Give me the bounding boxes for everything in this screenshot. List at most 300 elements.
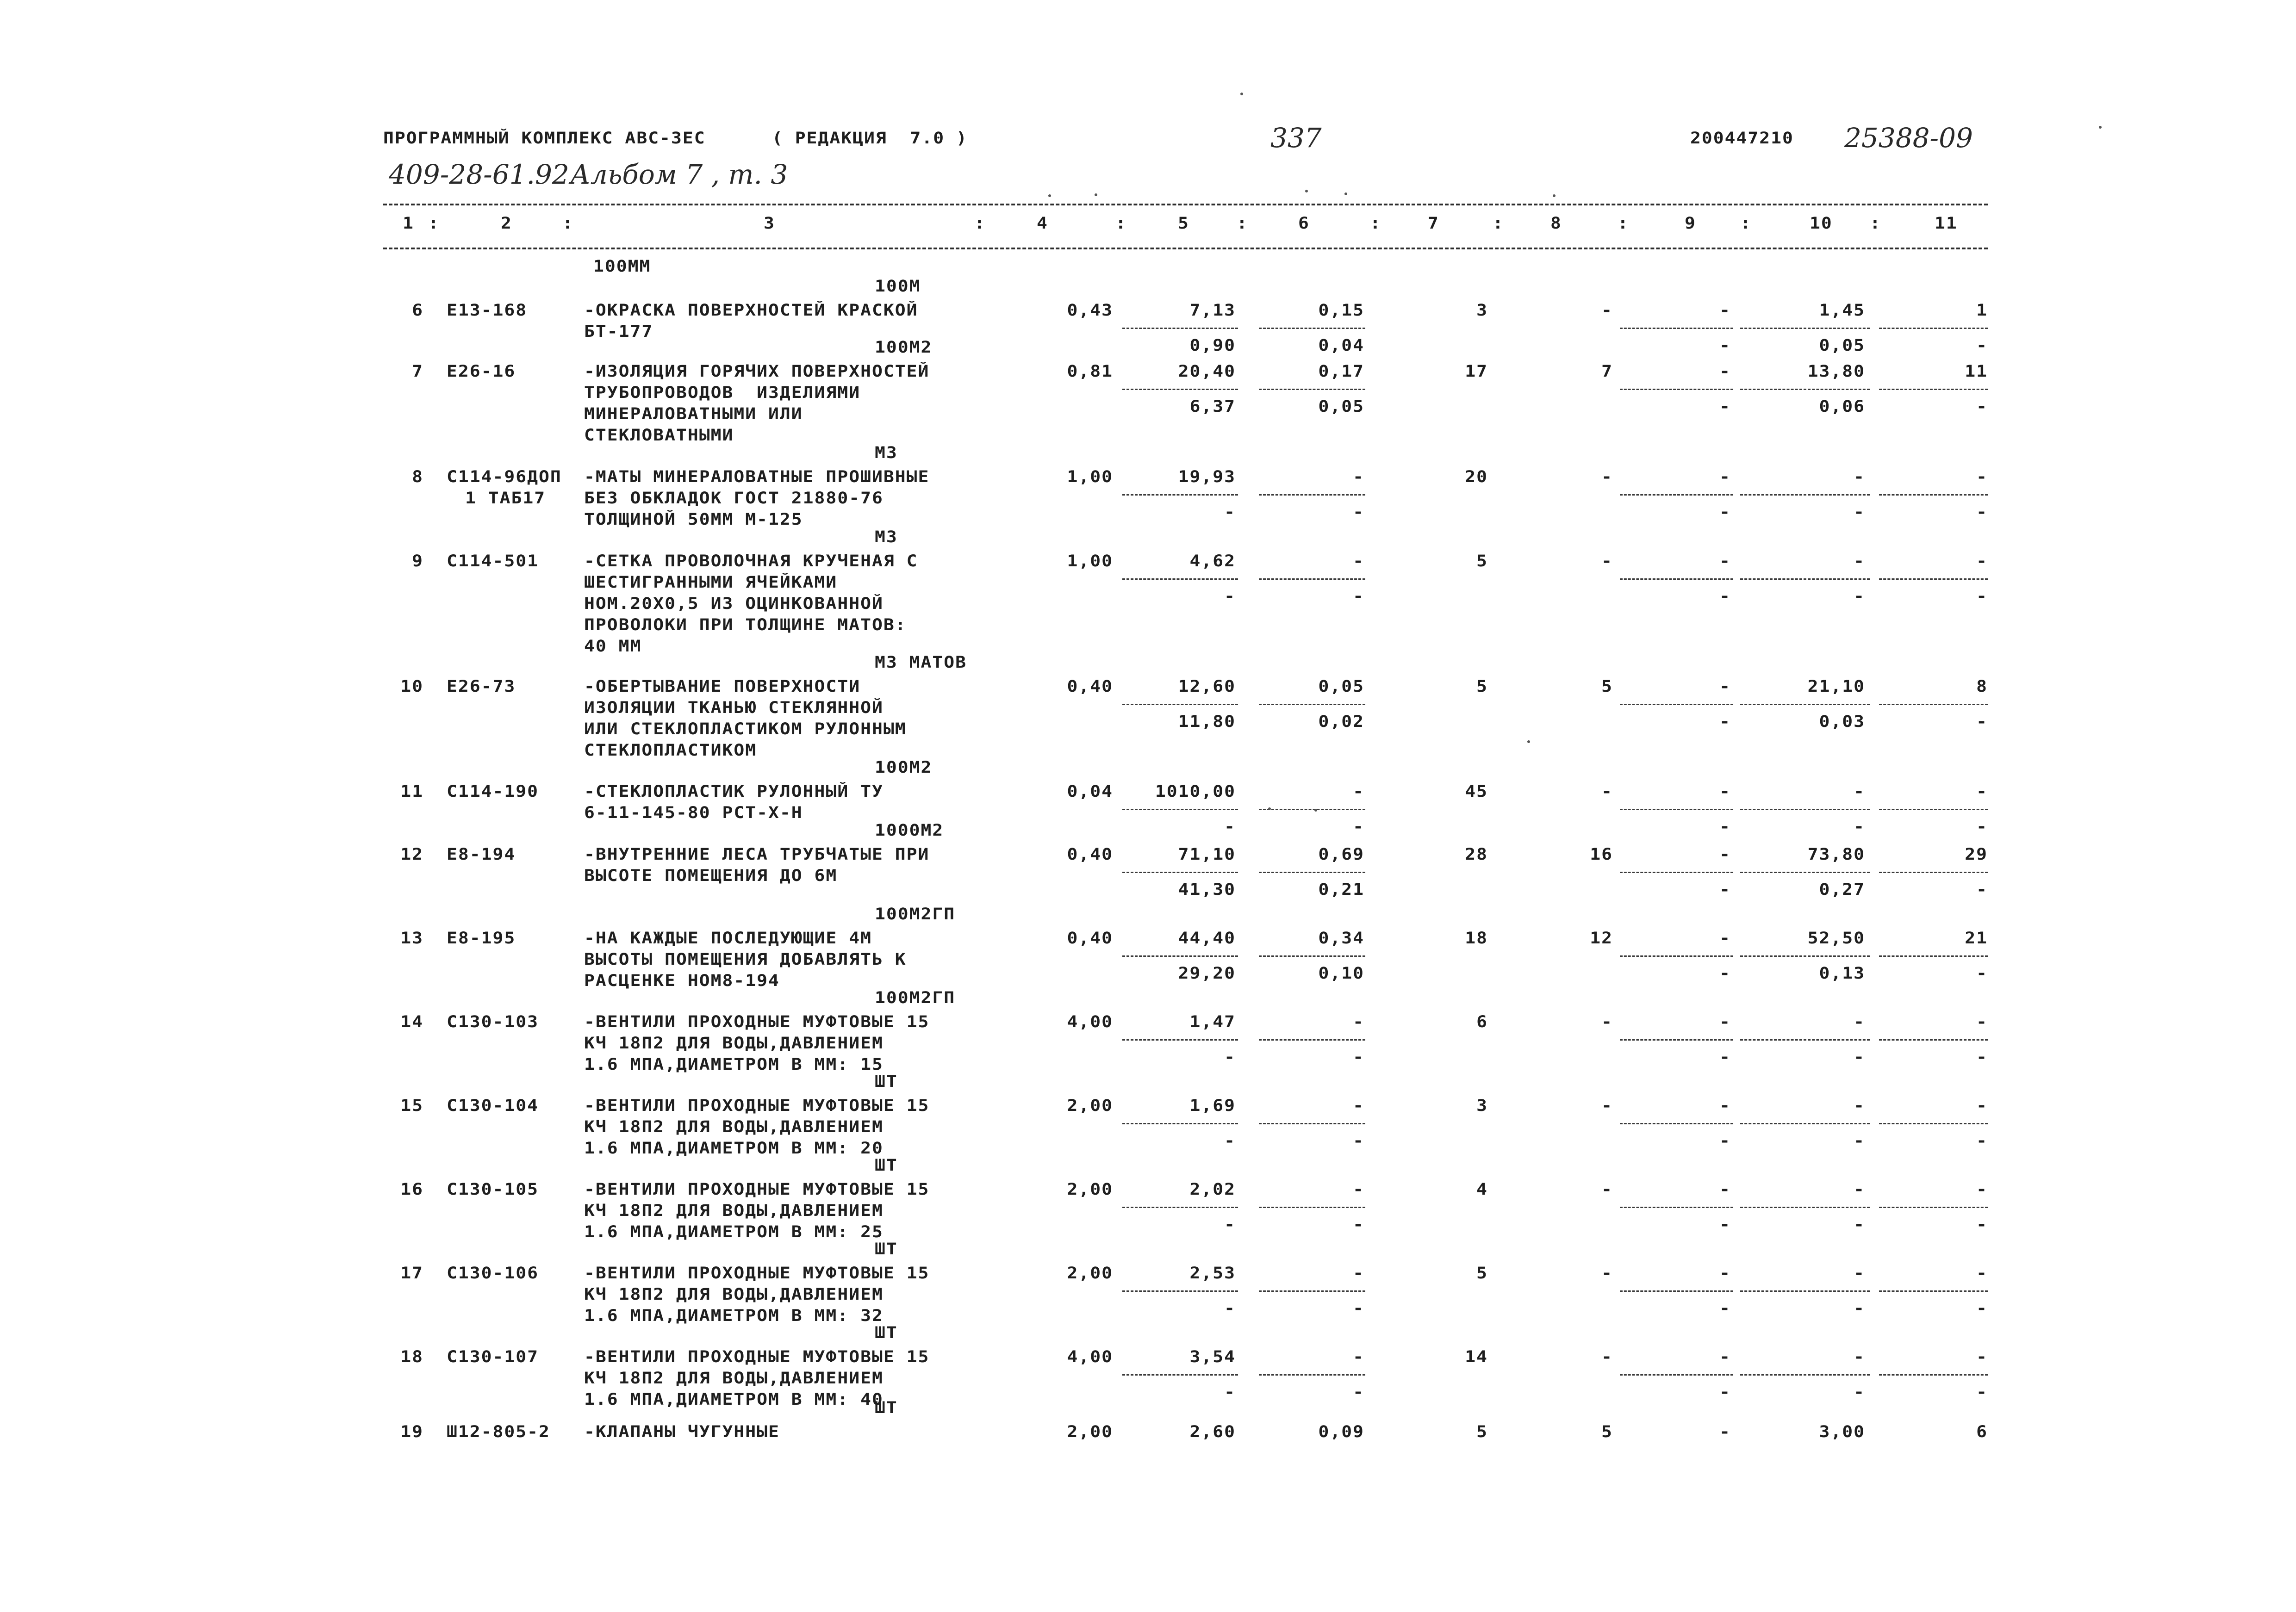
resource-code: С114-96ДОП xyxy=(447,467,562,486)
subtotal-rule xyxy=(1122,494,1238,496)
column-separator: : xyxy=(1870,214,1881,233)
description-line: -СТЕКЛОПЛАСТИК РУЛОННЫЙ ТУ xyxy=(584,782,884,801)
value-c9: - xyxy=(1719,1180,1731,1199)
subvalue-c10: - xyxy=(1854,502,1865,521)
value-c11: - xyxy=(1976,1180,1988,1199)
subtotal-rule xyxy=(1259,872,1365,873)
subtotal-rule xyxy=(1122,1290,1238,1292)
description-line: 1.6 МПА,ДИАМЕТРОМ В ММ: 25 xyxy=(584,1222,884,1241)
row-number: 10 xyxy=(400,677,423,696)
subvalue-c10: - xyxy=(1854,1383,1865,1401)
description-line: -ВЕНТИЛИ ПРОХОДНЫЕ МУФТОВЫЕ 15 xyxy=(584,1264,930,1283)
subvalue-c11: - xyxy=(1976,817,1988,836)
column-separator: : xyxy=(1493,214,1504,233)
unit-label: ШТ xyxy=(875,1072,898,1091)
subvalue-c11: - xyxy=(1976,1383,1988,1401)
subvalue-c11: - xyxy=(1976,1048,1988,1066)
subvalue-c6: - xyxy=(1353,1215,1364,1234)
value-c7: 45 xyxy=(1465,782,1488,801)
subtotal-rule xyxy=(1259,1039,1365,1041)
value-c10: - xyxy=(1854,1012,1865,1031)
subvalue-c9: - xyxy=(1719,1048,1731,1066)
subvalue-c10: - xyxy=(1854,1215,1865,1234)
value-c11: 6 xyxy=(1976,1422,1988,1441)
description-line: КЧ 18П2 ДЛЯ ВОДЫ,ДАВЛЕНИЕМ xyxy=(584,1034,884,1053)
value-c4: 0,40 xyxy=(1067,677,1113,696)
value-c4: 0,40 xyxy=(1067,845,1113,864)
row-number: 18 xyxy=(400,1347,423,1366)
row-number: 14 xyxy=(400,1012,423,1031)
description-line: ВЫСОТЫ ПОМЕЩЕНИЯ ДОБАВЛЯТЬ К xyxy=(584,950,907,969)
subtotal-rule xyxy=(1259,1207,1365,1208)
value-c4: 0,43 xyxy=(1067,301,1113,320)
subvalue-c10: - xyxy=(1854,1048,1865,1066)
value-c6: - xyxy=(1353,1096,1364,1115)
value-c10: - xyxy=(1854,782,1865,801)
subvalue-c11: - xyxy=(1976,1215,1988,1234)
resource-code: Е8-195 xyxy=(447,929,516,948)
description-line: 1.6 МПА,ДИАМЕТРОМ В ММ: 20 xyxy=(584,1139,884,1158)
value-c9: - xyxy=(1719,929,1731,948)
subtotal-rule xyxy=(1879,578,1988,580)
subtotal-rule xyxy=(1259,578,1365,580)
value-c10: - xyxy=(1854,552,1865,570)
subtotal-rule xyxy=(1259,389,1365,390)
description-line: ТРУБОПРОВОДОВ ИЗДЕЛИЯМИ xyxy=(584,383,861,402)
subvalue-c9: - xyxy=(1719,336,1731,355)
value-c5: 1,47 xyxy=(1189,1012,1236,1031)
subvalue-c6: 0,02 xyxy=(1318,712,1364,731)
description-line: -НА КАЖДЫЕ ПОСЛЕДУЮЩИЕ 4М xyxy=(584,929,872,948)
description-line: -МАТЫ МИНЕРАЛОВАТНЫЕ ПРОШИВНЫЕ xyxy=(584,467,930,486)
column-separator: : xyxy=(1370,214,1381,233)
column-header: 2 xyxy=(501,214,512,233)
subtotal-rule xyxy=(1122,1123,1238,1124)
description-line: -ВНУТРЕННИЕ ЛЕСА ТРУБЧАТЫЕ ПРИ xyxy=(584,845,930,864)
subvalue-c11: - xyxy=(1976,336,1988,355)
value-c10: 21,10 xyxy=(1807,677,1865,696)
value-c8: 7 xyxy=(1601,362,1613,381)
value-c4: 2,00 xyxy=(1067,1264,1113,1283)
column-header: 5 xyxy=(1178,214,1189,233)
subtotal-rule xyxy=(1259,955,1365,957)
value-c8: - xyxy=(1601,467,1613,486)
subtotal-rule xyxy=(1620,1207,1733,1208)
resource-code-extra: 1 ТАБ17 xyxy=(465,489,546,508)
column-separator: : xyxy=(974,214,986,233)
scan-speck xyxy=(1305,190,1308,192)
value-c11: - xyxy=(1976,1264,1988,1283)
handwritten-code: 25388-09 xyxy=(1844,122,1973,154)
value-c8: - xyxy=(1601,1347,1613,1366)
value-c11: - xyxy=(1976,467,1988,486)
subtotal-rule xyxy=(1259,1290,1365,1292)
subtotal-rule xyxy=(1740,704,1870,705)
value-c4: 2,00 xyxy=(1067,1096,1113,1115)
value-c5: 1,69 xyxy=(1189,1096,1236,1115)
value-c6: 0,15 xyxy=(1318,301,1364,320)
description-line: -ВЕНТИЛИ ПРОХОДНЫЕ МУФТОВЫЕ 15 xyxy=(584,1096,930,1115)
row-number: 8 xyxy=(412,467,423,486)
value-c4: 0,81 xyxy=(1067,362,1113,381)
value-c6: - xyxy=(1353,552,1364,570)
value-c11: 8 xyxy=(1976,677,1988,696)
subvalue-c11: - xyxy=(1976,1131,1988,1150)
value-c7: 4 xyxy=(1476,1180,1488,1199)
subtotal-rule xyxy=(1259,704,1365,705)
subtotal-rule xyxy=(1879,1039,1988,1041)
value-c11: - xyxy=(1976,1012,1988,1031)
value-c4: 0,40 xyxy=(1067,929,1113,948)
resource-code: Е26-73 xyxy=(447,677,516,696)
value-c5: 4,62 xyxy=(1189,552,1236,570)
value-c11: 21 xyxy=(1965,929,1988,948)
value-c11: 29 xyxy=(1965,845,1988,864)
resource-code: Е8-194 xyxy=(447,845,516,864)
subtotal-rule xyxy=(1620,704,1733,705)
value-c5: 1010,00 xyxy=(1155,782,1236,801)
description-line: 1.6 МПА,ДИАМЕТРОМ В ММ: 32 xyxy=(584,1306,884,1325)
subtotal-rule xyxy=(1122,1374,1238,1376)
description-line: 1.6 МПА,ДИАМЕТРОМ В ММ: 15 xyxy=(584,1055,884,1074)
column-header: 8 xyxy=(1550,214,1562,233)
unit-label: ШТ xyxy=(875,1323,898,1342)
subtotal-rule xyxy=(1122,389,1238,390)
value-c5: 3,54 xyxy=(1189,1347,1236,1366)
value-c4: 1,00 xyxy=(1067,467,1113,486)
value-c4: 0,04 xyxy=(1067,782,1113,801)
subvalue-c5: - xyxy=(1224,1299,1236,1318)
row-number: 12 xyxy=(400,845,423,864)
value-c8: - xyxy=(1601,552,1613,570)
scan-speck xyxy=(2099,126,2102,129)
scan-speck xyxy=(1553,194,1556,197)
scan-speck xyxy=(1240,93,1243,95)
subtotal-rule xyxy=(1740,1290,1870,1292)
value-c11: - xyxy=(1976,1347,1988,1366)
value-c6: - xyxy=(1353,1180,1364,1199)
column-separator: : xyxy=(1740,214,1752,233)
subvalue-c10: 0,03 xyxy=(1819,712,1865,731)
unit-label: 1000М2 xyxy=(875,821,944,840)
description-line: МИНЕРАЛОВАТНЫМИ ИЛИ xyxy=(584,404,803,423)
subvalue-c6: - xyxy=(1353,1383,1364,1401)
value-c10: 52,50 xyxy=(1807,929,1865,948)
scan-speck xyxy=(1344,192,1347,195)
document-code: 200447210 xyxy=(1690,129,1794,148)
scan-speck xyxy=(1268,807,1271,810)
subvalue-c5: 41,30 xyxy=(1178,880,1236,899)
value-c9: - xyxy=(1719,677,1731,696)
column-header: 3 xyxy=(764,214,775,233)
description-line: СТЕКЛОВАТНЫМИ xyxy=(584,426,734,445)
description-line: БЕЗ ОБКЛАДОК ГОСТ 21880-76 xyxy=(584,489,884,508)
value-c10: - xyxy=(1854,467,1865,486)
value-c5: 2,53 xyxy=(1189,1264,1236,1283)
value-c9: - xyxy=(1719,1347,1731,1366)
value-c5: 20,40 xyxy=(1178,362,1236,381)
row-number: 7 xyxy=(412,362,423,381)
value-c7: 5 xyxy=(1476,1422,1488,1441)
unit-label: 100М xyxy=(875,277,921,296)
subtotal-rule xyxy=(1879,389,1988,390)
subvalue-c9: - xyxy=(1719,1131,1731,1150)
value-c7: 18 xyxy=(1465,929,1488,948)
resource-code: С130-106 xyxy=(447,1264,539,1283)
subvalue-c11: - xyxy=(1976,712,1988,731)
subvalue-c9: - xyxy=(1719,712,1731,731)
value-c5: 2,02 xyxy=(1189,1180,1236,1199)
value-c4: 1,00 xyxy=(1067,552,1113,570)
subvalue-c11: - xyxy=(1976,964,1988,983)
value-c6: 0,05 xyxy=(1318,677,1364,696)
value-c6: - xyxy=(1353,1264,1364,1283)
value-c7: 5 xyxy=(1476,552,1488,570)
subvalue-c9: - xyxy=(1719,587,1731,606)
value-c8: - xyxy=(1601,1264,1613,1283)
value-c7: 3 xyxy=(1476,301,1488,320)
subvalue-c11: - xyxy=(1976,1299,1988,1318)
description-line: -ВЕНТИЛИ ПРОХОДНЫЕ МУФТОВЫЕ 15 xyxy=(584,1012,930,1031)
value-c7: 5 xyxy=(1476,1264,1488,1283)
subvalue-c5: 29,20 xyxy=(1178,964,1236,983)
subtotal-rule xyxy=(1259,1374,1365,1376)
subtotal-rule xyxy=(1740,389,1870,390)
subvalue-c9: - xyxy=(1719,397,1731,416)
subtotal-rule xyxy=(1740,1374,1870,1376)
subtotal-rule xyxy=(1879,872,1988,873)
column-header: 9 xyxy=(1685,214,1696,233)
column-header: 4 xyxy=(1037,214,1048,233)
value-c9: - xyxy=(1719,301,1731,320)
value-c5: 19,93 xyxy=(1178,467,1236,486)
description-line: 40 ММ xyxy=(584,637,642,656)
value-c6: 0,17 xyxy=(1318,362,1364,381)
subtotal-rule xyxy=(1740,955,1870,957)
subtotal-rule xyxy=(1620,1290,1733,1292)
subvalue-c5: - xyxy=(1224,1383,1236,1401)
subtotal-rule xyxy=(1122,955,1238,957)
unit-label: ШТ xyxy=(875,1240,898,1259)
value-c11: - xyxy=(1976,552,1988,570)
value-c6: - xyxy=(1353,1347,1364,1366)
unit-label: ШТ xyxy=(875,1156,898,1175)
value-c8: 5 xyxy=(1601,677,1613,696)
subvalue-c6: - xyxy=(1353,502,1364,521)
description-line: -ИЗОЛЯЦИЯ ГОРЯЧИХ ПОВЕРХНОСТЕЙ xyxy=(584,362,930,381)
description-line: 6-11-145-80 РСТ-Х-Н xyxy=(584,803,803,822)
subtotal-rule xyxy=(1620,1039,1733,1041)
row-number: 15 xyxy=(400,1096,423,1115)
unit-label: 100М2ГП xyxy=(875,988,956,1007)
value-c9: - xyxy=(1719,1096,1731,1115)
subtotal-rule xyxy=(1879,1207,1988,1208)
description-line: -СЕТКА ПРОВОЛОЧНАЯ КРУЧЕНАЯ С xyxy=(584,552,918,570)
subvalue-c5: - xyxy=(1224,502,1236,521)
subtotal-rule xyxy=(1740,1039,1870,1041)
column-separator: : xyxy=(1237,214,1248,233)
subtotal-rule xyxy=(1259,494,1365,496)
value-c9: - xyxy=(1719,845,1731,864)
value-c11: 11 xyxy=(1965,362,1988,381)
unit-label: ШТ xyxy=(875,1398,898,1417)
subtotal-rule xyxy=(1740,494,1870,496)
row-number: 16 xyxy=(400,1180,423,1199)
resource-code: С114-501 xyxy=(447,552,539,570)
column-header: 1 xyxy=(403,214,414,233)
value-c8: - xyxy=(1601,1180,1613,1199)
description-line: ВЫСОТЕ ПОМЕЩЕНИЯ ДО 6М xyxy=(584,866,838,885)
subtotal-rule xyxy=(1122,704,1238,705)
value-c11: - xyxy=(1976,1096,1988,1115)
subtotal-rule xyxy=(1620,578,1733,580)
value-c5: 2,60 xyxy=(1189,1422,1236,1441)
scan-speck xyxy=(1095,193,1097,196)
scan-speck xyxy=(1527,740,1530,743)
subtotal-rule xyxy=(1620,494,1733,496)
description-line: КЧ 18П2 ДЛЯ ВОДЫ,ДАВЛЕНИЕМ xyxy=(584,1117,884,1136)
subtotal-rule xyxy=(1879,494,1988,496)
value-c7: 6 xyxy=(1476,1012,1488,1031)
value-c10: - xyxy=(1854,1096,1865,1115)
subtotal-rule xyxy=(1620,1374,1733,1376)
value-c4: 2,00 xyxy=(1067,1422,1113,1441)
unit-label: М3 xyxy=(875,527,898,546)
value-c10: 3,00 xyxy=(1819,1422,1865,1441)
subvalue-c5: 6,37 xyxy=(1189,397,1236,416)
value-c10: 1,45 xyxy=(1819,301,1865,320)
subtotal-rule xyxy=(1259,328,1365,329)
resource-code: Е13-168 xyxy=(447,301,528,320)
subtotal-rule xyxy=(1740,809,1870,810)
subvalue-c5: 11,80 xyxy=(1178,712,1236,731)
subtotal-rule xyxy=(1620,809,1733,810)
subtotal-rule xyxy=(1620,955,1733,957)
subvalue-c9: - xyxy=(1719,817,1731,836)
value-c7: 5 xyxy=(1476,677,1488,696)
subvalue-c9: - xyxy=(1719,964,1731,983)
unit-label: М3 МАТОВ xyxy=(875,653,967,672)
subtotal-rule xyxy=(1620,328,1733,329)
unit-label: М3 xyxy=(875,443,898,462)
column-header: 11 xyxy=(1935,214,1958,233)
value-c6: 0,34 xyxy=(1318,929,1364,948)
subvalue-c10: - xyxy=(1854,1131,1865,1150)
subvalue-c5: - xyxy=(1224,817,1236,836)
table-rule-top xyxy=(383,204,1988,205)
description-line: КЧ 18П2 ДЛЯ ВОДЫ,ДАВЛЕНИЕМ xyxy=(584,1369,884,1388)
description-line: НОМ.20Х0,5 ИЗ ОЦИНКОВАННОЙ xyxy=(584,594,884,613)
subvalue-c9: - xyxy=(1719,1215,1731,1234)
row-number: 6 xyxy=(412,301,423,320)
value-c9: - xyxy=(1719,1422,1731,1441)
unit-label: 100М2 xyxy=(875,338,933,357)
subvalue-c9: - xyxy=(1719,880,1731,899)
subtotal-rule xyxy=(1879,955,1988,957)
subvalue-c10: - xyxy=(1854,1299,1865,1318)
description-line: -ВЕНТИЛИ ПРОХОДНЫЕ МУФТОВЫЕ 15 xyxy=(584,1347,930,1366)
subvalue-c9: - xyxy=(1719,502,1731,521)
subvalue-c5: - xyxy=(1224,587,1236,606)
value-c9: - xyxy=(1719,1264,1731,1283)
value-c6: 0,09 xyxy=(1318,1422,1364,1441)
resource-code: Е26-16 xyxy=(447,362,516,381)
description-line: РАСЦЕНКЕ НОМ8-194 xyxy=(584,971,780,990)
resource-code: Ш12-805-2 xyxy=(447,1422,550,1441)
description-line: ШЕСТИГРАННЫМИ ЯЧЕЙКАМИ xyxy=(584,573,838,592)
subvalue-c11: - xyxy=(1976,397,1988,416)
value-c8: - xyxy=(1601,1012,1613,1031)
subtotal-rule xyxy=(1122,1207,1238,1208)
value-c4: 4,00 xyxy=(1067,1347,1113,1366)
value-c10: 73,80 xyxy=(1807,845,1865,864)
description-line: 1.6 МПА,ДИАМЕТРОМ В ММ: 40 xyxy=(584,1390,884,1409)
value-c10: 13,80 xyxy=(1807,362,1865,381)
subvalue-c6: 0,04 xyxy=(1318,336,1364,355)
description-line: СТЕКЛОПЛАСТИКОМ xyxy=(584,741,757,760)
subvalue-c6: - xyxy=(1353,1131,1364,1150)
page-number: 337 xyxy=(1270,122,1322,154)
description-line: -КЛАПАНЫ ЧУГУННЫЕ xyxy=(584,1422,780,1441)
unit-label: 100ММ xyxy=(593,257,651,276)
subtotal-rule xyxy=(1122,809,1238,810)
description-line: ТОЛЩИНОЙ 50ММ М-125 xyxy=(584,510,803,529)
description-line: ИЛИ СТЕКЛОПЛАСТИКОМ РУЛОННЫМ xyxy=(584,719,907,738)
value-c8: 16 xyxy=(1590,845,1613,864)
subvalue-c6: - xyxy=(1353,1299,1364,1318)
value-c10: - xyxy=(1854,1264,1865,1283)
column-header: 7 xyxy=(1428,214,1439,233)
value-c9: - xyxy=(1719,782,1731,801)
subtotal-rule xyxy=(1122,328,1238,329)
value-c8: 5 xyxy=(1601,1422,1613,1441)
resource-code: С130-105 xyxy=(447,1180,539,1199)
subvalue-c11: - xyxy=(1976,502,1988,521)
subvalue-c6: - xyxy=(1353,1048,1364,1066)
subtotal-rule xyxy=(1740,578,1870,580)
subvalue-c5: - xyxy=(1224,1131,1236,1150)
column-separator: : xyxy=(428,214,440,233)
description-line: -ОБЕРТЫВАНИЕ ПОВЕРХНОСТИ xyxy=(584,677,861,696)
column-header: 10 xyxy=(1810,214,1833,233)
unit-label: 100М2ГП xyxy=(875,905,956,924)
subtotal-rule xyxy=(1740,1207,1870,1208)
subtotal-rule xyxy=(1122,1039,1238,1041)
subvalue-c10: - xyxy=(1854,587,1865,606)
unit-label: 100М2 xyxy=(875,758,933,777)
subtotal-rule xyxy=(1122,872,1238,873)
scan-speck xyxy=(1314,809,1317,812)
value-c5: 7,13 xyxy=(1189,301,1236,320)
value-c7: 28 xyxy=(1465,845,1488,864)
subtotal-rule xyxy=(1259,809,1365,810)
value-c9: - xyxy=(1719,1012,1731,1031)
subvalue-c6: 0,10 xyxy=(1318,964,1364,983)
subvalue-c6: 0,21 xyxy=(1318,880,1364,899)
subvalue-c10: 0,06 xyxy=(1819,397,1865,416)
subtotal-rule xyxy=(1620,389,1733,390)
subtotal-rule xyxy=(1879,809,1988,810)
row-number: 13 xyxy=(400,929,423,948)
table-rule-header xyxy=(383,248,1988,249)
subvalue-c11: - xyxy=(1976,880,1988,899)
row-number: 11 xyxy=(400,782,423,801)
resource-code: С130-103 xyxy=(447,1012,539,1031)
row-number: 19 xyxy=(400,1422,423,1441)
subtotal-rule xyxy=(1620,1123,1733,1124)
subvalue-c5: - xyxy=(1224,1215,1236,1234)
value-c5: 71,10 xyxy=(1178,845,1236,864)
